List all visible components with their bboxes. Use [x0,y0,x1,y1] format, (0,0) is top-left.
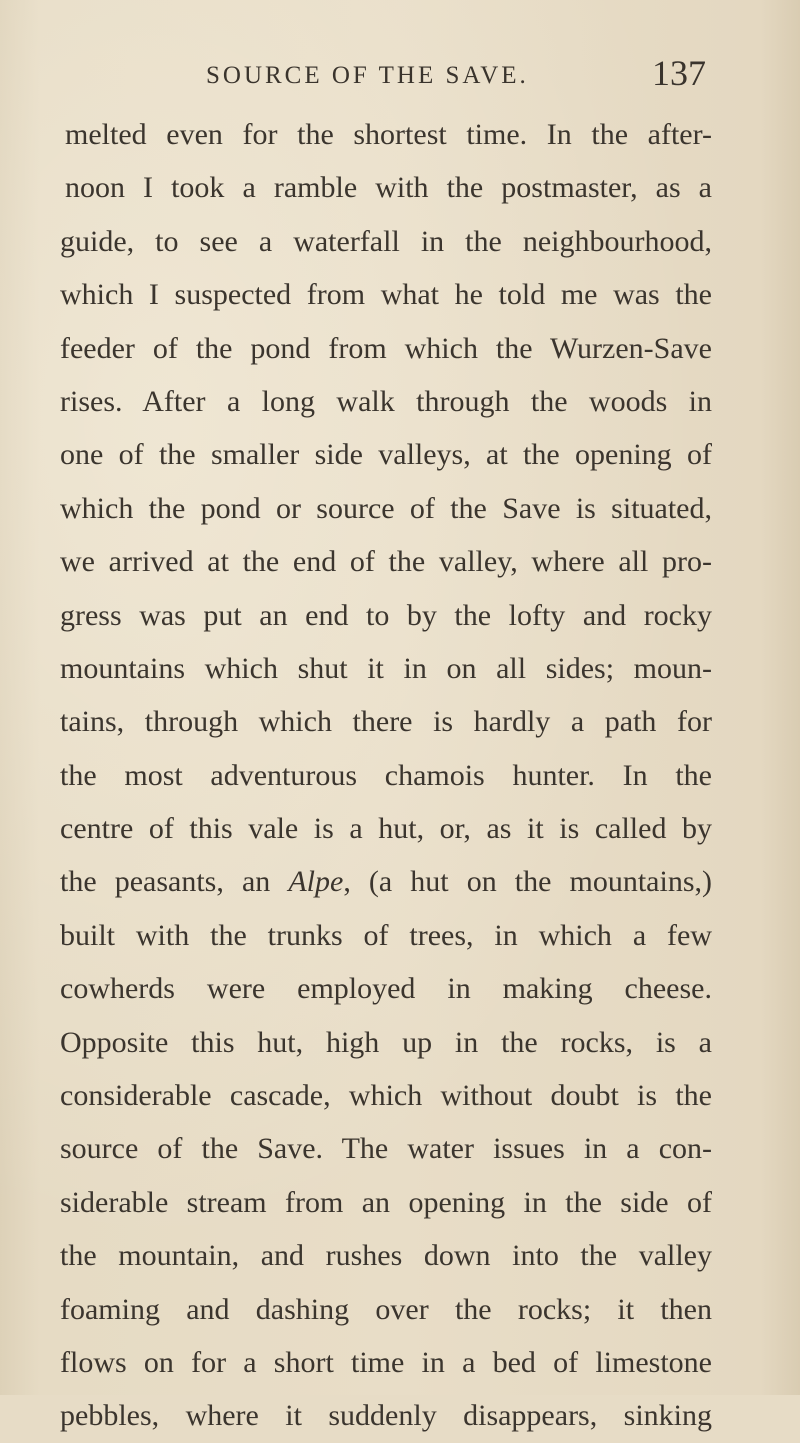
text-line: mountains which shut it in on all sides; moun- [60,651,712,685]
text-line: which I suspected from what he told me was the [60,278,712,312]
text-line: centre of this vale is a hut, or, as it is called by [60,812,712,846]
text-line: tains, through which there is hardly a path for [60,705,712,739]
text-line: source of the Save. The water issues in a con- [60,1132,712,1166]
text-line: considerable cascade, which without doubt is the [60,1079,712,1113]
text-line: melted even for the shortest time. In the after- [65,118,712,151]
text-line: noon I took a ramble with the postmaster, as a [65,171,712,205]
text-line: the most adventurous chamois hunter. In the [60,758,712,792]
text-line: gress was put an end to by the lofty and rocky [60,598,712,632]
text-line: Opposite this hut, high up in the rocks, is a [60,1025,712,1059]
text-line: foaming and dashing over the rocks; it then [60,1292,712,1326]
text-line: pebbles, where it suddenly disappears, sinking [60,1399,712,1433]
text-line: the mountain, and rushes down into the valley [60,1239,712,1273]
text-line: feeder of the pond from which the Wurzen-Save [60,331,712,365]
text-line: one of the smaller side valleys, at the opening of [60,438,712,472]
body-text [60,108,712,1443]
text-line: built with the trunks of trees, in which a few [60,918,712,952]
text-line: guide, to see a waterfall in the neighbourhood, [60,224,712,258]
text-line: the peasants, an Alpe, (a hut on the mountains,) [60,865,712,899]
text-line: rises. After a long walk through the woods in [60,384,712,418]
italic-term: Alpe [288,865,344,899]
text-line: flows on for a short time in a bed of limestone [60,1345,712,1379]
text-line: we arrived at the end of the valley, where all pro- [60,545,712,579]
running-head [0,52,800,102]
running-head-title: SOURCE OF THE SAVE. [206,62,529,89]
text-line: which the pond or source of the Save is situated, [60,491,712,525]
text-line: cowherds were employed in making cheese. [60,972,712,1006]
page-number: 137 [652,53,706,93]
text-line: siderable stream from an opening in the side of [60,1185,712,1219]
